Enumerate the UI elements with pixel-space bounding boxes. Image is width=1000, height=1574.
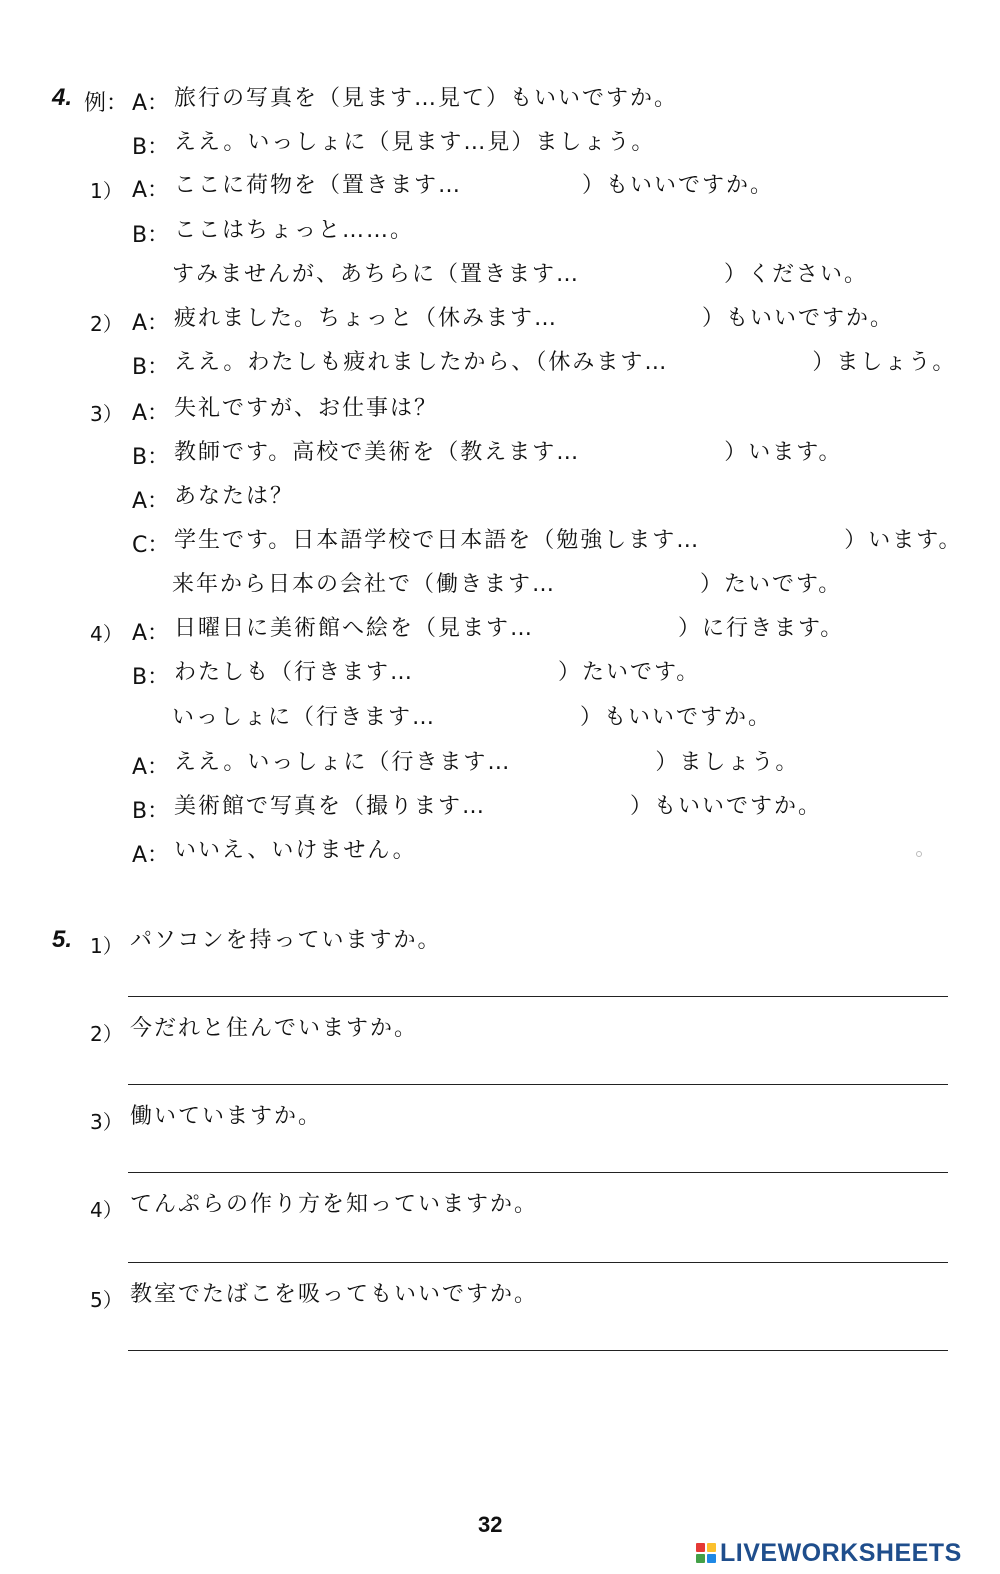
speaker-label: B： [132, 799, 170, 824]
question-text: 教室でたばこを吸ってもいいですか。 [130, 1282, 539, 1307]
speaker-label: B： [132, 355, 170, 380]
item-number: 3） [90, 402, 123, 426]
section-5-number: 5. [52, 926, 73, 953]
item-number: 1） [90, 179, 123, 203]
speaker-label: B： [132, 665, 170, 690]
answer-line[interactable] [128, 1262, 948, 1263]
dialogue-line: ええ。わたしも疲れましたから、（休みます… ）ましょう。 [174, 350, 957, 375]
scan-speck [916, 851, 922, 857]
question-number: 1） [90, 934, 123, 958]
dialogue-line: ええ。いっしょに（見ます…見）ましょう。 [174, 130, 656, 155]
dialogue-line: ここに荷物を（置きます… ）もいいですか。 [174, 173, 775, 198]
dialogue-line: 美術館で写真を（撮ります… ）もいいですか。 [174, 794, 823, 819]
answer-line[interactable] [128, 996, 948, 997]
question-number: 4） [90, 1198, 123, 1222]
speaker-label: A： [132, 178, 170, 203]
liveworksheets-logo-icon [696, 1543, 716, 1563]
speaker-label: B： [132, 445, 170, 470]
dialogue-line: いっしょに（行きます… ）もいいですか。 [172, 705, 773, 730]
answer-line[interactable] [128, 1350, 948, 1351]
speaker-label: B： [132, 223, 170, 248]
logo-square-4 [707, 1554, 716, 1563]
dialogue-line: ええ。いっしょに（行きます… ）ましょう。 [174, 750, 800, 775]
question-text: 今だれと住んでいますか。 [130, 1016, 419, 1041]
liveworksheets-brand[interactable] [696, 1540, 962, 1566]
speaker-label: A： [132, 401, 170, 426]
logo-square-1 [696, 1543, 705, 1552]
question-number: 2） [90, 1022, 123, 1046]
speaker-label: B： [132, 135, 170, 160]
dialogue-line: いいえ、いけません。 [174, 838, 417, 863]
question-text: てんぷらの作り方を知っていますか。 [130, 1192, 539, 1217]
dialogue-line: 疲れました。ちょっと（休みます… ）もいいですか。 [174, 306, 895, 331]
dialogue-line: 学生です。日本語学校で日本語を（勉強します… ）います。 [174, 528, 963, 553]
dialogue-line: ここはちょっと……。 [174, 218, 415, 243]
section-4-number: 4. [52, 84, 73, 111]
dialogue-line: 教師です。高校で美術を（教えます… ）います。 [174, 440, 843, 465]
question-number: 3） [90, 1110, 123, 1134]
speaker-label: A： [132, 489, 170, 514]
speaker-label: A： [132, 843, 170, 868]
speaker-label: A： [132, 755, 170, 780]
dialogue-line: わたしも（行きます… ）たいです。 [174, 660, 701, 685]
dialogue-line: 来年から日本の会社で（働きます… ）たいです。 [172, 572, 843, 597]
logo-square-2 [707, 1543, 716, 1552]
logo-square-3 [696, 1554, 705, 1563]
speaker-label: A： [132, 91, 170, 116]
dialogue-line: 旅行の写真を（見ます…見て）もいいですか。 [174, 86, 679, 111]
dialogue-line: 日曜日に美術館へ絵を（見ます… ）に行きます。 [174, 616, 845, 641]
page-number: 32 [478, 1512, 503, 1537]
example-label: 例： [84, 91, 129, 116]
dialogue-line: あなたは？ [174, 484, 295, 509]
dialogue-line: 失礼ですが、お仕事は？ [174, 396, 439, 421]
speaker-label: A： [132, 621, 170, 646]
item-number: 2） [90, 312, 123, 336]
brand-name: LIVEWORKSHEETS [720, 1538, 962, 1567]
dialogue-line: すみませんが、あちらに（置きます… ）ください。 [172, 262, 869, 287]
answer-line[interactable] [128, 1172, 948, 1173]
question-text: 働いていますか。 [130, 1104, 323, 1129]
question-number: 5） [90, 1288, 123, 1312]
speaker-label: A： [132, 311, 170, 336]
question-text: パソコンを持っていますか。 [130, 928, 442, 953]
item-number: 4） [90, 622, 123, 646]
answer-line[interactable] [128, 1084, 948, 1085]
speaker-label: C： [132, 533, 170, 558]
